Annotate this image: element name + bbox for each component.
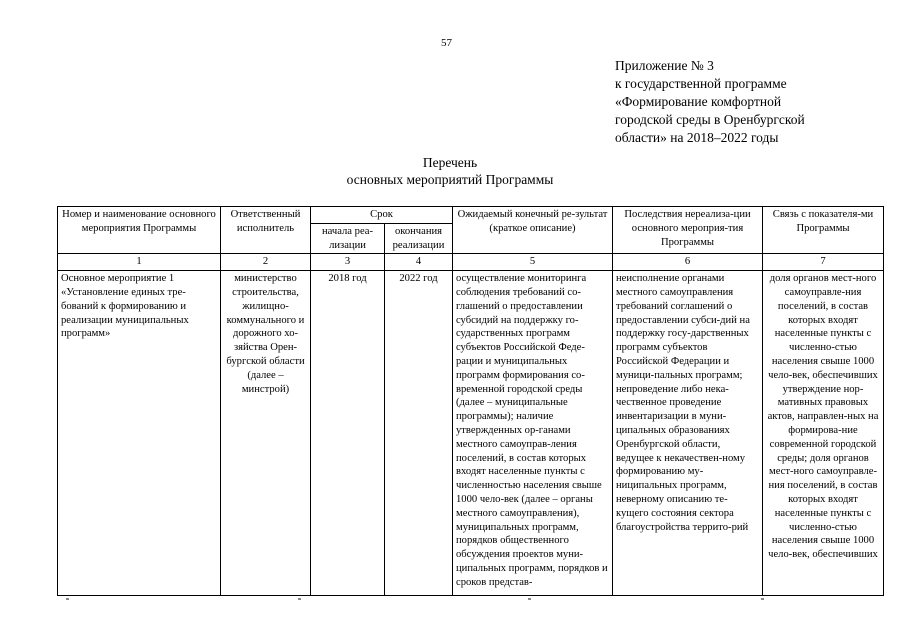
appendix-line: городской среды в Оренбургской [615, 112, 805, 127]
result-text: осуществление мониторинга соблюдения требований со-глашений о предоставлении субсидий на поддержку го-сударственных программ субъектов Российской Феде-рации и муниципальных программ формирования со-временной городской среды (далее – муниципальные программы); наличие утвержденных ор-ганами местного самоуправ-ления поселений, в состав которых входят населенные пункты с численностью населения свыше 1000 чело-век (далее – органы местного самоуправления), муниципальных программ, порядков общественного обсуждения проектов муни-ципальных программ, порядков и сроков представ- [456, 273, 608, 588]
appendix-header [615, 57, 885, 147]
header-end: окончания реализации [385, 223, 453, 254]
column-number: 2 [221, 254, 311, 271]
title-line-1: Перечень [422, 155, 478, 170]
header-result: Ожидаемый конечный ре-зультат (краткое описание) [453, 207, 613, 254]
start-text: 2018 год [328, 273, 367, 285]
column-number-row [58, 254, 884, 271]
column-number: 1 [58, 254, 221, 271]
header-indicators: Связь с показателя-ми Программы [763, 207, 884, 254]
indicators-text: доля органов мест-ного самоуправле-ния поселений, в состав которых входят населенные пункты с численно-стью населения свыше 1000 чело-век, обеспечивших утверждение нор-мативных правовых актов, направлен-ных на формирова-ние современной городской среды; доля органов мест-ного самоуправле-ния поселений, в состав которых входят населенные пункты с численно-стью населения свыше 1000 чело-век, обеспечивших [767, 273, 879, 561]
cell-start [311, 271, 385, 596]
measures-table [57, 206, 884, 596]
appendix-line: к государственной программе [615, 76, 787, 91]
page-number: 57 [441, 37, 452, 49]
cell-executor [221, 271, 311, 596]
document-title [150, 154, 750, 188]
appendix-line: «Формирование комфортной [615, 94, 782, 109]
header-start: начала реа-лизации [311, 223, 385, 254]
cell-measure [58, 271, 221, 596]
title-line-2: основных мероприятий Программы [346, 172, 554, 187]
scan-speck [528, 598, 531, 600]
cell-end [385, 271, 453, 596]
column-number: 6 [613, 254, 763, 271]
header-row [58, 207, 884, 224]
appendix-line: области» на 2018–2022 годы [615, 130, 779, 145]
measure-text: Основное мероприятие 1 «Установление единых тре-бований к формированию и реализации муниципальных программ» [61, 273, 189, 340]
scan-speck [761, 598, 764, 600]
scan-specks [0, 598, 905, 608]
header-term: Срок [311, 207, 453, 224]
end-text: 2022 год [399, 273, 438, 285]
cell-result [453, 271, 613, 596]
consequences-text: неисполнение органами местного самоуправления требований соглашений о предоставлении субси-дий на поддержку госу-дарственных программ субъектов Российской Федерации и муници-пальных программ; непроведение либо нека-чественное проведение инвентаризации в муни-ципальных образованиях Оренбургской области, ведущее к некачествен-ному формированию му-ниципальных программ, неверному описанию те-кущего состояния сектора благоустройства террито-рий [616, 273, 750, 533]
cell-indicators [763, 271, 884, 596]
cell-consequences [613, 271, 763, 596]
scan-speck [66, 598, 69, 600]
column-number: 7 [763, 254, 884, 271]
table-row [58, 271, 884, 596]
column-number: 4 [385, 254, 453, 271]
header-measure: Номер и наименование основного мероприятия Программы [58, 207, 221, 254]
column-number: 3 [311, 254, 385, 271]
appendix-line: Приложение № 3 [615, 58, 714, 73]
header-executor: Ответственный исполнитель [221, 207, 311, 254]
header-consequences: Последствия нереализа-ции основного мероприя-тия Программы [613, 207, 763, 254]
scan-speck [298, 598, 301, 600]
column-number: 5 [453, 254, 613, 271]
executor-text: министерство строительства, жилищно-коммунального и дорожного хо-зяйства Орен-бургской области (далее – минстрой) [226, 273, 305, 395]
